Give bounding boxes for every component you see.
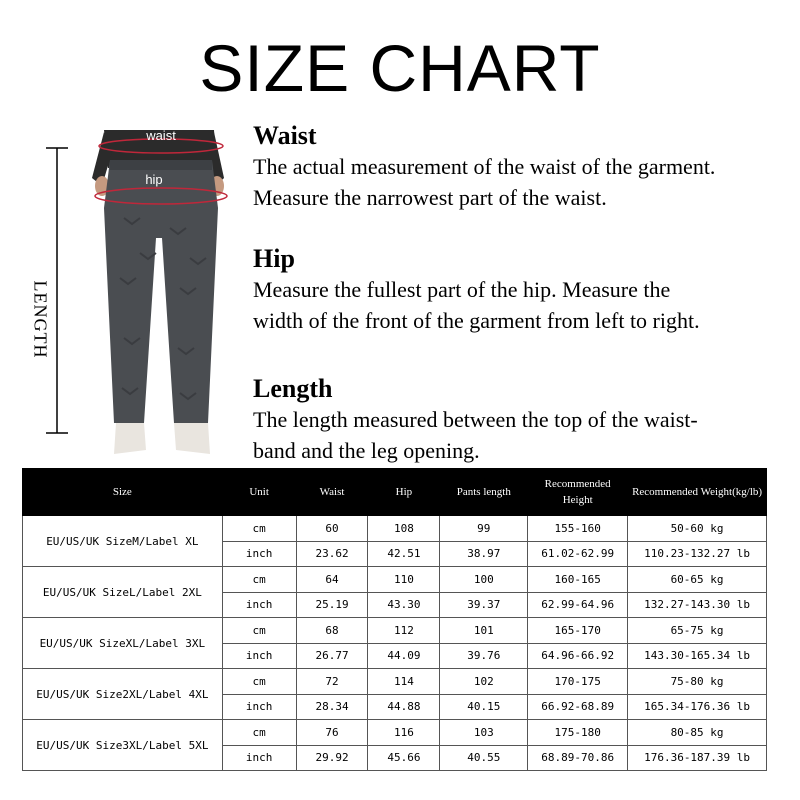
table-cell: 25.19 [296, 592, 368, 618]
waist-heading: Waist [253, 121, 317, 150]
size-cell: EU/US/UK Size3XL/Label 5XL [23, 720, 223, 771]
table-cell: 60 [296, 516, 368, 542]
table-cell: cm [222, 516, 296, 542]
table-row [23, 669, 767, 695]
table-cell: 61.02-62.99 [528, 541, 628, 567]
length-text-line: band and the leg opening. [253, 438, 480, 463]
size-cell: EU/US/UK Size2XL/Label 4XL [23, 669, 223, 720]
pants-figure [20, 128, 240, 468]
page-title: SIZE CHART [199, 31, 601, 105]
table-cell: 26.77 [296, 643, 368, 669]
table-row [23, 720, 767, 746]
table-cell: 110 [368, 567, 440, 593]
header-size: Size [23, 469, 223, 516]
length-figure-label: LENGTH [30, 280, 51, 359]
table-cell: 112 [368, 618, 440, 644]
table-cell: 170-175 [528, 669, 628, 695]
table-cell: 176.36-187.39 lb [628, 745, 767, 771]
table-cell: 38.97 [440, 541, 528, 567]
table-cell: inch [222, 541, 296, 567]
waist-description [253, 121, 793, 213]
table-cell: 64 [296, 567, 368, 593]
length-text-line: The length measured between the top of the waist- [253, 407, 698, 432]
header-waist: Waist [296, 469, 368, 516]
length-description [253, 374, 793, 466]
table-cell: 64.96-66.92 [528, 643, 628, 669]
header-recommended-weight: Recommended Weight(kg/lb) [628, 469, 767, 516]
table-cell: 43.30 [368, 592, 440, 618]
table-cell: 80-85 kg [628, 720, 767, 746]
table-cell: 175-180 [528, 720, 628, 746]
table-cell: inch [222, 643, 296, 669]
table-cell: 101 [440, 618, 528, 644]
table-cell: 76 [296, 720, 368, 746]
table-cell: cm [222, 720, 296, 746]
table-cell: 155-160 [528, 516, 628, 542]
table-cell: 40.55 [440, 745, 528, 771]
table-cell: inch [222, 745, 296, 771]
size-cell: EU/US/UK SizeM/Label XL [23, 516, 223, 567]
table-cell: 29.92 [296, 745, 368, 771]
length-heading: Length [253, 374, 333, 403]
header-pants-length: Pants length [440, 469, 528, 516]
header-hip: Hip [368, 469, 440, 516]
table-cell: inch [222, 694, 296, 720]
table-row [23, 567, 767, 593]
waist-figure-label: waist [146, 128, 176, 143]
table-row [23, 618, 767, 644]
pants-illustration [20, 128, 240, 468]
size-table [22, 468, 767, 771]
table-cell: 143.30-165.34 lb [628, 643, 767, 669]
table-row [23, 516, 767, 542]
table-cell: 108 [368, 516, 440, 542]
header-unit: Unit [222, 469, 296, 516]
table-cell: 44.09 [368, 643, 440, 669]
table-cell: 50-60 kg [628, 516, 767, 542]
table-cell: 75-80 kg [628, 669, 767, 695]
table-cell: 72 [296, 669, 368, 695]
table-cell: 44.88 [368, 694, 440, 720]
table-cell: 60-65 kg [628, 567, 767, 593]
size-cell: EU/US/UK SizeXL/Label 3XL [23, 618, 223, 669]
table-cell: cm [222, 618, 296, 644]
hip-figure-label: hip [145, 172, 163, 187]
table-cell: cm [222, 567, 296, 593]
table-cell: 110.23-132.27 lb [628, 541, 767, 567]
hip-text-line: width of the front of the garment from left to right. [253, 308, 700, 333]
table-cell: 68 [296, 618, 368, 644]
table-cell: 114 [368, 669, 440, 695]
header-recommended-height: Recommended Height [528, 469, 628, 516]
table-cell: 116 [368, 720, 440, 746]
table-cell: cm [222, 669, 296, 695]
table-cell: 39.76 [440, 643, 528, 669]
hip-heading: Hip [253, 244, 295, 273]
table-cell: 28.34 [296, 694, 368, 720]
table-cell: 160-165 [528, 567, 628, 593]
table-cell: 165-170 [528, 618, 628, 644]
table-cell: 102 [440, 669, 528, 695]
table-cell: 66.92-68.89 [528, 694, 628, 720]
table-cell: 42.51 [368, 541, 440, 567]
table-cell: 99 [440, 516, 528, 542]
size-cell: EU/US/UK SizeL/Label 2XL [23, 567, 223, 618]
table-cell: 45.66 [368, 745, 440, 771]
waist-text-line: The actual measurement of the waist of the garment. [253, 154, 716, 179]
table-cell: 39.37 [440, 592, 528, 618]
table-cell: 40.15 [440, 694, 528, 720]
table-cell: 65-75 kg [628, 618, 767, 644]
hip-text-line: Measure the fullest part of the hip. Measure the [253, 277, 671, 302]
table-cell: 62.99-64.96 [528, 592, 628, 618]
waist-text-line: Measure the narrowest part of the waist. [253, 185, 607, 210]
table-body [23, 516, 767, 771]
table-header-row [23, 469, 767, 516]
table-cell: 103 [440, 720, 528, 746]
table-cell: 68.89-70.86 [528, 745, 628, 771]
table-cell: 23.62 [296, 541, 368, 567]
table-cell: 132.27-143.30 lb [628, 592, 767, 618]
hip-description [253, 244, 793, 336]
table-cell: 100 [440, 567, 528, 593]
table-cell: inch [222, 592, 296, 618]
table-cell: 165.34-176.36 lb [628, 694, 767, 720]
